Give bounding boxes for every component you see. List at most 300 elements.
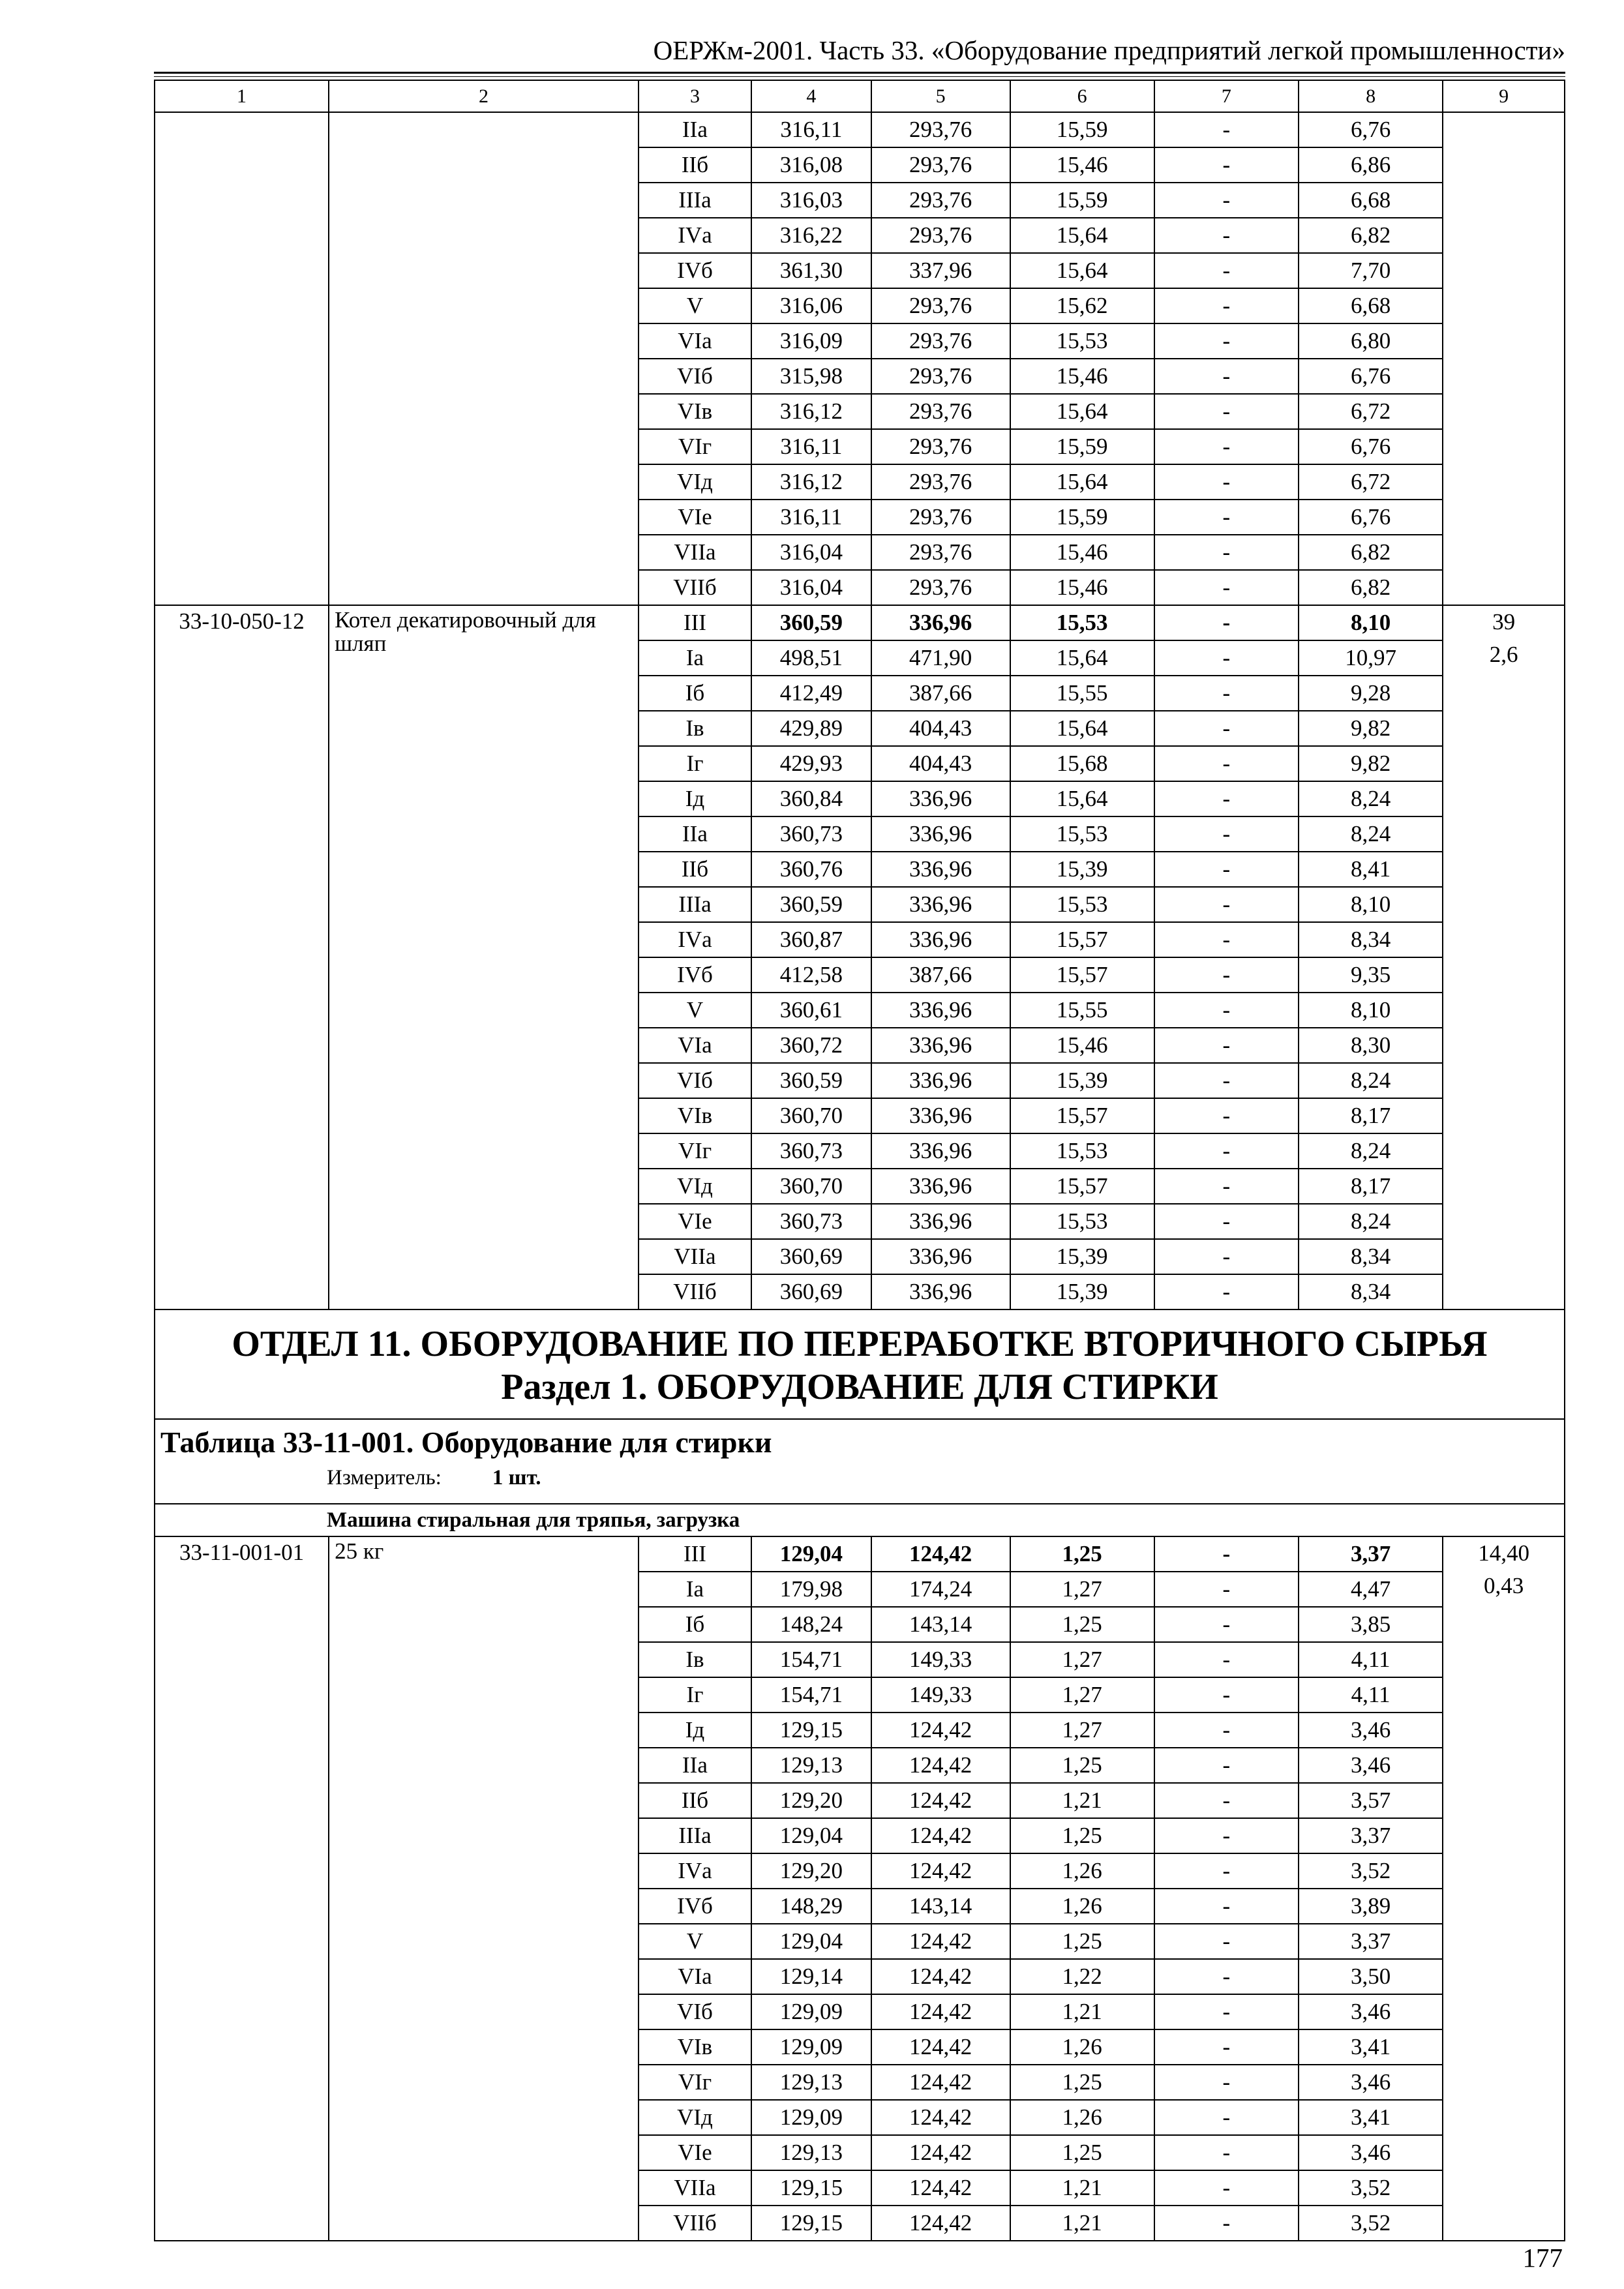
value-cell: - bbox=[1154, 464, 1299, 500]
value-cell: 124,42 bbox=[871, 1818, 1010, 1853]
value-cell: 3,37 bbox=[1299, 1536, 1443, 1572]
value-cell: 336,96 bbox=[871, 887, 1010, 922]
value-cell: 336,96 bbox=[871, 1169, 1010, 1204]
value-cell: - bbox=[1154, 2029, 1299, 2065]
value-cell: 149,33 bbox=[871, 1642, 1010, 1677]
value-cell: 412,49 bbox=[751, 676, 871, 711]
value-cell: - bbox=[1154, 746, 1299, 781]
value-cell: 1,26 bbox=[1010, 1853, 1154, 1889]
zone-cell: VIIб bbox=[639, 570, 751, 605]
value-cell: 15,64 bbox=[1010, 781, 1154, 816]
zone-cell: IIIа bbox=[639, 887, 751, 922]
value-cell: 174,24 bbox=[871, 1572, 1010, 1607]
value-cell: 360,69 bbox=[751, 1274, 871, 1309]
value-cell: 129,13 bbox=[751, 1748, 871, 1783]
zone-cell: IVб bbox=[639, 957, 751, 993]
zone-cell: IVа bbox=[639, 218, 751, 253]
zone-cell: IIа bbox=[639, 1748, 751, 1783]
value-cell: 361,30 bbox=[751, 253, 871, 288]
value-cell: 8,10 bbox=[1299, 887, 1443, 922]
value-cell: 4,11 bbox=[1299, 1642, 1443, 1677]
value-cell: 498,51 bbox=[751, 640, 871, 676]
value-cell: 6,76 bbox=[1299, 500, 1443, 535]
zone-cell: Iв bbox=[639, 1642, 751, 1677]
value-cell: 316,03 bbox=[751, 183, 871, 218]
col9-value: 14,40 bbox=[1478, 1540, 1529, 1566]
value-cell: 8,10 bbox=[1299, 993, 1443, 1028]
value-cell: 15,64 bbox=[1010, 464, 1154, 500]
value-cell: 15,59 bbox=[1010, 429, 1154, 464]
value-cell: 8,17 bbox=[1299, 1169, 1443, 1204]
value-cell: 387,66 bbox=[871, 676, 1010, 711]
value-cell: 7,70 bbox=[1299, 253, 1443, 288]
zone-cell: VIг bbox=[639, 1133, 751, 1169]
value-cell: 8,34 bbox=[1299, 1274, 1443, 1309]
table-row bbox=[155, 112, 1565, 147]
value-cell: - bbox=[1154, 711, 1299, 746]
value-cell: 336,96 bbox=[871, 781, 1010, 816]
value-cell: 1,26 bbox=[1010, 1889, 1154, 1924]
zone-cell: IVа bbox=[639, 922, 751, 957]
value-cell: 129,04 bbox=[751, 1818, 871, 1853]
zone-cell: Iа bbox=[639, 1572, 751, 1607]
value-cell: 336,96 bbox=[871, 1028, 1010, 1063]
value-cell: 1,21 bbox=[1010, 2206, 1154, 2241]
value-cell: - bbox=[1154, 288, 1299, 323]
col9-value: 39 bbox=[1492, 609, 1516, 635]
value-cell: 1,27 bbox=[1010, 1677, 1154, 1713]
table-title-row bbox=[155, 1419, 1565, 1504]
value-cell: 124,42 bbox=[871, 1713, 1010, 1748]
value-cell: 9,82 bbox=[1299, 711, 1443, 746]
value-cell: 129,09 bbox=[751, 2100, 871, 2135]
value-cell: 9,28 bbox=[1299, 676, 1443, 711]
value-cell: - bbox=[1154, 1889, 1299, 1924]
value-cell: - bbox=[1154, 1818, 1299, 1853]
value-cell: 179,98 bbox=[751, 1572, 871, 1607]
value-cell: 15,39 bbox=[1010, 852, 1154, 887]
col9-cell bbox=[1443, 112, 1565, 605]
table-title-cell bbox=[155, 1419, 1565, 1504]
value-cell: 124,42 bbox=[871, 1783, 1010, 1818]
table-title: Таблица 33-11-001. Оборудование для стирки bbox=[160, 1426, 772, 1459]
zone-cell: VIв bbox=[639, 1098, 751, 1133]
value-cell: 1,27 bbox=[1010, 1572, 1154, 1607]
value-cell: - bbox=[1154, 1063, 1299, 1098]
value-cell: 129,13 bbox=[751, 2065, 871, 2100]
value-cell: 360,69 bbox=[751, 1239, 871, 1274]
value-cell: 316,11 bbox=[751, 112, 871, 147]
value-cell: 1,25 bbox=[1010, 1536, 1154, 1572]
zone-cell: VIе bbox=[639, 2135, 751, 2170]
value-cell: 3,52 bbox=[1299, 2206, 1443, 2241]
column-number: 7 bbox=[1154, 80, 1299, 112]
value-cell: 293,76 bbox=[871, 394, 1010, 429]
value-cell: 1,21 bbox=[1010, 2170, 1154, 2206]
value-cell: 15,55 bbox=[1010, 993, 1154, 1028]
value-cell: 15,64 bbox=[1010, 394, 1154, 429]
value-cell: 148,29 bbox=[751, 1889, 871, 1924]
zone-cell: Iг bbox=[639, 746, 751, 781]
value-cell: - bbox=[1154, 1994, 1299, 2029]
value-cell: 15,59 bbox=[1010, 112, 1154, 147]
value-cell: 6,72 bbox=[1299, 394, 1443, 429]
zone-cell: VIд bbox=[639, 464, 751, 500]
value-cell: 429,89 bbox=[751, 711, 871, 746]
value-cell: 124,42 bbox=[871, 2100, 1010, 2135]
value-cell: 336,96 bbox=[871, 1239, 1010, 1274]
value-cell: 15,59 bbox=[1010, 500, 1154, 535]
value-cell: 336,96 bbox=[871, 1204, 1010, 1239]
value-cell: 316,22 bbox=[751, 218, 871, 253]
value-cell: 129,04 bbox=[751, 1924, 871, 1959]
zone-cell: VIв bbox=[639, 2029, 751, 2065]
value-cell: - bbox=[1154, 1853, 1299, 1889]
value-cell: 15,64 bbox=[1010, 640, 1154, 676]
value-cell: 293,76 bbox=[871, 183, 1010, 218]
value-cell: 360,59 bbox=[751, 887, 871, 922]
zone-cell: VIа bbox=[639, 323, 751, 359]
section-title: Раздел 1. ОБОРУДОВАНИЕ ДЛЯ СТИРКИ bbox=[501, 1367, 1218, 1407]
zone-cell: VIе bbox=[639, 1204, 751, 1239]
value-cell: 8,41 bbox=[1299, 852, 1443, 887]
value-cell: 154,71 bbox=[751, 1677, 871, 1713]
item-name: Котел декатировочный для шляп bbox=[329, 605, 639, 1309]
zone-cell: V bbox=[639, 993, 751, 1028]
value-cell: 316,11 bbox=[751, 500, 871, 535]
value-cell: - bbox=[1154, 1713, 1299, 1748]
value-cell: - bbox=[1154, 887, 1299, 922]
value-cell: 360,73 bbox=[751, 816, 871, 852]
value-cell: 124,42 bbox=[871, 1994, 1010, 2029]
item-name: 25 кг bbox=[329, 1536, 639, 2241]
value-cell: 1,25 bbox=[1010, 2065, 1154, 2100]
value-cell: - bbox=[1154, 2206, 1299, 2241]
value-cell: 336,96 bbox=[871, 1274, 1010, 1309]
value-cell: 360,76 bbox=[751, 852, 871, 887]
column-number-row bbox=[155, 80, 1565, 112]
value-cell: 360,87 bbox=[751, 922, 871, 957]
value-cell: 124,42 bbox=[871, 1748, 1010, 1783]
value-cell: 1,25 bbox=[1010, 1818, 1154, 1853]
column-number: 9 bbox=[1443, 80, 1565, 112]
zone-cell: IIIа bbox=[639, 183, 751, 218]
value-cell: 3,52 bbox=[1299, 1853, 1443, 1889]
value-cell: 129,20 bbox=[751, 1853, 871, 1889]
zone-cell: IIIа bbox=[639, 1818, 751, 1853]
value-cell: 316,04 bbox=[751, 535, 871, 570]
value-cell: 3,57 bbox=[1299, 1783, 1443, 1818]
value-cell: 293,76 bbox=[871, 535, 1010, 570]
value-cell: 1,27 bbox=[1010, 1642, 1154, 1677]
value-cell: 360,73 bbox=[751, 1204, 871, 1239]
value-cell: - bbox=[1154, 2065, 1299, 2100]
header-rule-thick bbox=[154, 72, 1565, 74]
value-cell: 129,04 bbox=[751, 1536, 871, 1572]
value-cell: 124,42 bbox=[871, 1853, 1010, 1889]
value-cell: 336,96 bbox=[871, 1098, 1010, 1133]
value-cell: 6,72 bbox=[1299, 464, 1443, 500]
col9-cell bbox=[1443, 605, 1565, 1309]
value-cell: 15,68 bbox=[1010, 746, 1154, 781]
value-cell: 15,39 bbox=[1010, 1063, 1154, 1098]
value-cell: 1,21 bbox=[1010, 1783, 1154, 1818]
table-row bbox=[155, 605, 1565, 640]
rates-table bbox=[154, 80, 1565, 2241]
value-cell: 316,06 bbox=[751, 288, 871, 323]
value-cell: - bbox=[1154, 852, 1299, 887]
value-cell: 1,22 bbox=[1010, 1959, 1154, 1994]
zone-cell: III bbox=[639, 1536, 751, 1572]
value-cell: 8,24 bbox=[1299, 1133, 1443, 1169]
value-cell: 1,21 bbox=[1010, 1994, 1154, 2029]
value-cell: 387,66 bbox=[871, 957, 1010, 993]
zone-cell: Iд bbox=[639, 1713, 751, 1748]
value-cell: 360,73 bbox=[751, 1133, 871, 1169]
value-cell: 336,96 bbox=[871, 1063, 1010, 1098]
zone-cell: V bbox=[639, 288, 751, 323]
zone-cell: Iа bbox=[639, 640, 751, 676]
value-cell: 15,53 bbox=[1010, 323, 1154, 359]
zone-cell: IIб bbox=[639, 1783, 751, 1818]
col9-value: 2,6 bbox=[1489, 642, 1518, 667]
value-cell: 129,15 bbox=[751, 2170, 871, 2206]
value-cell: 3,46 bbox=[1299, 1748, 1443, 1783]
value-cell: 124,42 bbox=[871, 1536, 1010, 1572]
value-cell: - bbox=[1154, 2135, 1299, 2170]
value-cell: 6,76 bbox=[1299, 112, 1443, 147]
value-cell: 129,14 bbox=[751, 1959, 871, 1994]
value-cell: 1,27 bbox=[1010, 1713, 1154, 1748]
value-cell: 3,52 bbox=[1299, 2170, 1443, 2206]
value-cell: 15,64 bbox=[1010, 711, 1154, 746]
value-cell: 15,57 bbox=[1010, 1169, 1154, 1204]
value-cell: 124,42 bbox=[871, 1959, 1010, 1994]
value-cell: 3,41 bbox=[1299, 2100, 1443, 2135]
value-cell: - bbox=[1154, 1133, 1299, 1169]
zone-cell: Iб bbox=[639, 1607, 751, 1642]
zone-cell: IIб bbox=[639, 852, 751, 887]
running-header: ОЕРЖм-2001. Часть 33. «Оборудование предприятий легкой промышленности» bbox=[653, 35, 1565, 65]
value-cell: 15,53 bbox=[1010, 605, 1154, 640]
value-cell: - bbox=[1154, 394, 1299, 429]
value-cell: - bbox=[1154, 1607, 1299, 1642]
column-number: 8 bbox=[1299, 80, 1443, 112]
value-cell: 337,96 bbox=[871, 253, 1010, 288]
zone-cell: VIб bbox=[639, 1994, 751, 2029]
value-cell: 6,82 bbox=[1299, 535, 1443, 570]
value-cell: 336,96 bbox=[871, 816, 1010, 852]
value-cell: - bbox=[1154, 816, 1299, 852]
value-cell: 15,46 bbox=[1010, 1028, 1154, 1063]
value-cell: 3,46 bbox=[1299, 1713, 1443, 1748]
value-cell: 316,12 bbox=[751, 394, 871, 429]
division-row bbox=[155, 1309, 1565, 1419]
value-cell: 315,98 bbox=[751, 359, 871, 394]
value-cell: 3,37 bbox=[1299, 1924, 1443, 1959]
division-title: ОТДЕЛ 11. ОБОРУДОВАНИЕ ПО ПЕРЕРАБОТКЕ ВТОРИЧНОГО СЫРЬЯ bbox=[232, 1324, 1488, 1364]
column-number: 4 bbox=[751, 80, 871, 112]
value-cell: - bbox=[1154, 1204, 1299, 1239]
value-cell: - bbox=[1154, 1783, 1299, 1818]
value-cell: - bbox=[1154, 1274, 1299, 1309]
value-cell: 316,09 bbox=[751, 323, 871, 359]
value-cell: - bbox=[1154, 676, 1299, 711]
value-cell: 6,82 bbox=[1299, 218, 1443, 253]
value-cell: 316,11 bbox=[751, 429, 871, 464]
value-cell: 15,53 bbox=[1010, 1204, 1154, 1239]
value-cell: 293,76 bbox=[871, 570, 1010, 605]
zone-cell: VIIб bbox=[639, 2206, 751, 2241]
zone-cell: VIIа bbox=[639, 2170, 751, 2206]
column-number: 3 bbox=[639, 80, 751, 112]
item-code: 33-10-050-12 bbox=[155, 605, 329, 1309]
value-cell: 124,42 bbox=[871, 2206, 1010, 2241]
value-cell: 154,71 bbox=[751, 1642, 871, 1677]
value-cell: 15,57 bbox=[1010, 957, 1154, 993]
value-cell: 124,42 bbox=[871, 1924, 1010, 1959]
zone-cell: IVа bbox=[639, 1853, 751, 1889]
zone-cell: VIд bbox=[639, 1169, 751, 1204]
value-cell: 15,46 bbox=[1010, 147, 1154, 183]
value-cell: 336,96 bbox=[871, 852, 1010, 887]
value-cell: - bbox=[1154, 1748, 1299, 1783]
value-cell: 8,34 bbox=[1299, 1239, 1443, 1274]
value-cell: 8,34 bbox=[1299, 922, 1443, 957]
zone-cell: VIб bbox=[639, 359, 751, 394]
value-cell: 6,68 bbox=[1299, 288, 1443, 323]
value-cell: 15,53 bbox=[1010, 887, 1154, 922]
zone-cell: IVб bbox=[639, 1889, 751, 1924]
value-cell: 293,76 bbox=[871, 147, 1010, 183]
value-cell: - bbox=[1154, 359, 1299, 394]
value-cell: 360,59 bbox=[751, 1063, 871, 1098]
value-cell: 8,24 bbox=[1299, 1204, 1443, 1239]
value-cell: - bbox=[1154, 1677, 1299, 1713]
zone-cell: Iд bbox=[639, 781, 751, 816]
value-cell: 293,76 bbox=[871, 112, 1010, 147]
value-cell: 3,46 bbox=[1299, 2065, 1443, 2100]
value-cell: 124,42 bbox=[871, 2170, 1010, 2206]
value-cell: 4,11 bbox=[1299, 1677, 1443, 1713]
value-cell: 143,14 bbox=[871, 1889, 1010, 1924]
zone-cell: IIа bbox=[639, 816, 751, 852]
value-cell: - bbox=[1154, 147, 1299, 183]
zone-cell: VIIа bbox=[639, 1239, 751, 1274]
value-cell: 129,09 bbox=[751, 2029, 871, 2065]
zone-cell: Iв bbox=[639, 711, 751, 746]
value-cell: 129,09 bbox=[751, 1994, 871, 2029]
zone-cell: Iб bbox=[639, 676, 751, 711]
value-cell: - bbox=[1154, 1642, 1299, 1677]
value-cell: 360,59 bbox=[751, 605, 871, 640]
value-cell: 3,46 bbox=[1299, 2135, 1443, 2170]
value-cell: 3,41 bbox=[1299, 2029, 1443, 2065]
column-number: 1 bbox=[155, 80, 329, 112]
zone-cell: VIг bbox=[639, 2065, 751, 2100]
value-cell: 3,46 bbox=[1299, 1994, 1443, 2029]
zone-cell: VIIа bbox=[639, 535, 751, 570]
zone-cell: III bbox=[639, 605, 751, 640]
value-cell: - bbox=[1154, 429, 1299, 464]
value-cell: 6,86 bbox=[1299, 147, 1443, 183]
value-cell: 412,58 bbox=[751, 957, 871, 993]
item-code bbox=[155, 112, 329, 605]
value-cell: 129,20 bbox=[751, 1783, 871, 1818]
value-cell: - bbox=[1154, 1239, 1299, 1274]
value-cell: 124,42 bbox=[871, 2029, 1010, 2065]
value-cell: 129,15 bbox=[751, 1713, 871, 1748]
zone-cell: VIа bbox=[639, 1028, 751, 1063]
value-cell: 471,90 bbox=[871, 640, 1010, 676]
value-cell: 143,14 bbox=[871, 1607, 1010, 1642]
value-cell: 336,96 bbox=[871, 1133, 1010, 1169]
zone-cell: Iг bbox=[639, 1677, 751, 1713]
item-code: 33-11-001-01 bbox=[155, 1536, 329, 2241]
value-cell: - bbox=[1154, 1959, 1299, 1994]
value-cell: 4,47 bbox=[1299, 1572, 1443, 1607]
value-cell: - bbox=[1154, 2100, 1299, 2135]
col9-cell bbox=[1443, 1536, 1565, 2241]
value-cell: - bbox=[1154, 605, 1299, 640]
value-cell: 1,25 bbox=[1010, 2135, 1154, 2170]
value-cell: 293,76 bbox=[871, 323, 1010, 359]
value-cell: - bbox=[1154, 640, 1299, 676]
value-cell: 6,68 bbox=[1299, 183, 1443, 218]
value-cell: 129,13 bbox=[751, 2135, 871, 2170]
value-cell: 15,39 bbox=[1010, 1274, 1154, 1309]
value-cell: - bbox=[1154, 1169, 1299, 1204]
value-cell: - bbox=[1154, 253, 1299, 288]
machine-title-row bbox=[155, 1504, 1565, 1536]
value-cell: - bbox=[1154, 957, 1299, 993]
zone-cell: IVб bbox=[639, 253, 751, 288]
zone-cell: VIIб bbox=[639, 1274, 751, 1309]
value-cell: 336,96 bbox=[871, 922, 1010, 957]
value-cell: 293,76 bbox=[871, 359, 1010, 394]
zone-cell: VIа bbox=[639, 1959, 751, 1994]
measure-value: 1 шт. bbox=[492, 1466, 541, 1489]
value-cell: 3,50 bbox=[1299, 1959, 1443, 1994]
value-cell: 8,30 bbox=[1299, 1028, 1443, 1063]
value-cell: 8,10 bbox=[1299, 605, 1443, 640]
value-cell: 429,93 bbox=[751, 746, 871, 781]
zone-cell: IIа bbox=[639, 112, 751, 147]
value-cell: 15,57 bbox=[1010, 922, 1154, 957]
value-cell: 15,53 bbox=[1010, 816, 1154, 852]
value-cell: - bbox=[1154, 781, 1299, 816]
value-cell: 15,53 bbox=[1010, 1133, 1154, 1169]
value-cell: - bbox=[1154, 2170, 1299, 2206]
value-cell: 15,46 bbox=[1010, 535, 1154, 570]
value-cell: 9,35 bbox=[1299, 957, 1443, 993]
column-number: 2 bbox=[329, 80, 639, 112]
table-row bbox=[155, 1536, 1565, 1572]
value-cell: 124,42 bbox=[871, 2135, 1010, 2170]
value-cell: 1,25 bbox=[1010, 1748, 1154, 1783]
machine-title: Машина стиральная для тряпья, загрузка bbox=[155, 1504, 1565, 1536]
value-cell: 8,24 bbox=[1299, 1063, 1443, 1098]
value-cell: 15,39 bbox=[1010, 1239, 1154, 1274]
value-cell: - bbox=[1154, 535, 1299, 570]
value-cell: 3,85 bbox=[1299, 1607, 1443, 1642]
value-cell: - bbox=[1154, 1572, 1299, 1607]
value-cell: 148,24 bbox=[751, 1607, 871, 1642]
measure-line bbox=[327, 1460, 1559, 1495]
value-cell: 129,15 bbox=[751, 2206, 871, 2241]
value-cell: 293,76 bbox=[871, 218, 1010, 253]
zone-cell: V bbox=[639, 1924, 751, 1959]
